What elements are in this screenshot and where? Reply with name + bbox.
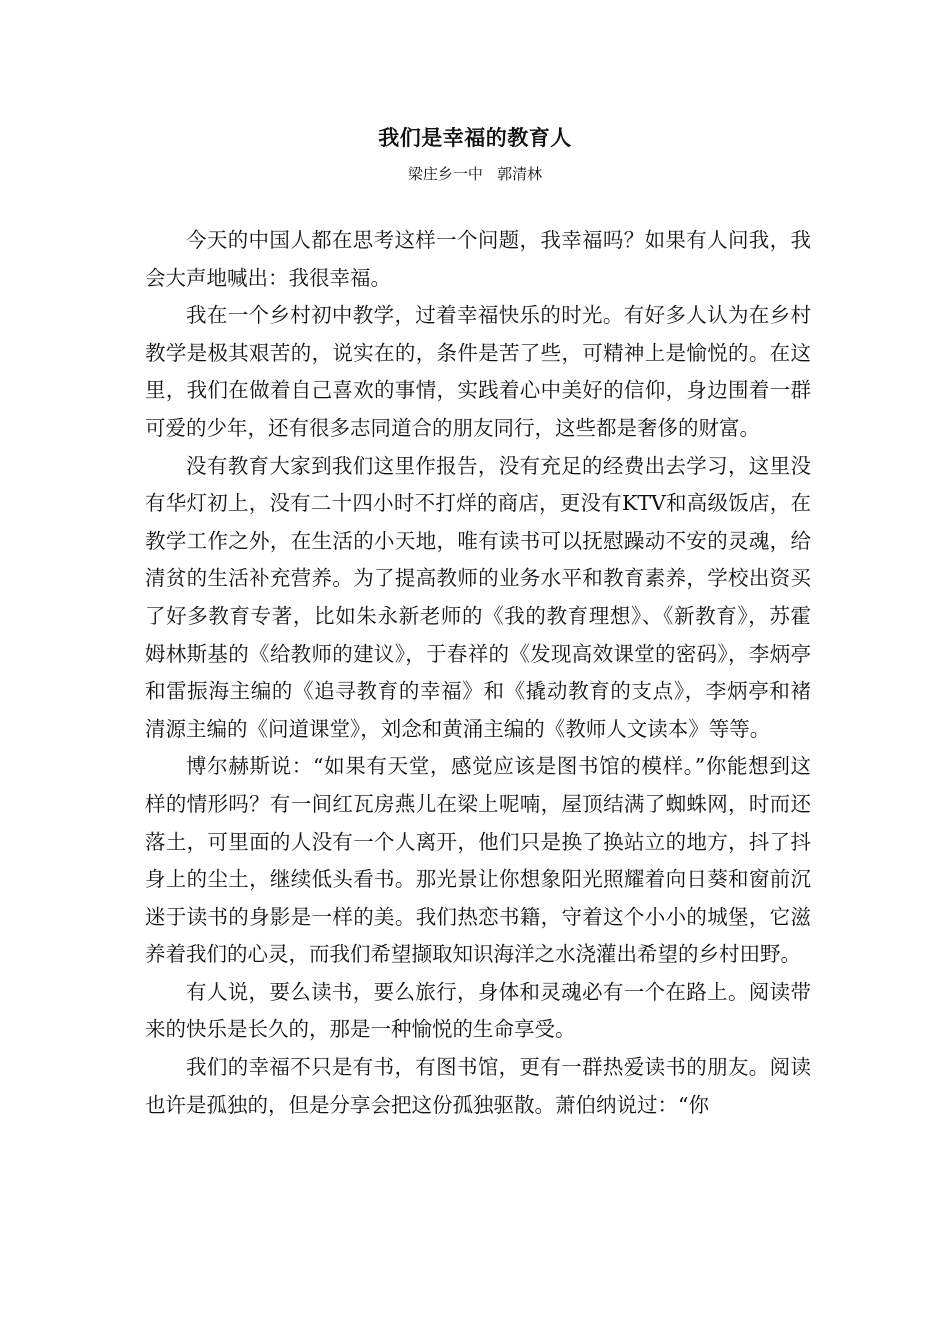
paragraph-6: 我们的幸福不只是有书，有图书馆，更有一群热爱读书的朋友。阅读也许是孤独的，但是分享会把这份孤独驱散。萧伯纳说过：“你 (145, 1055, 811, 1117)
paragraph-3: 没有教育大家到我们这里作报告，没有充足的经费出去学习，这里没有华灯初上，没有二十四小时不打烊的商店，更没有KTV和高级饭店，在教学工作之外，在生活的小天地，唯有读书可以抚慰躁动不安的灵魂，给清贫的生活补充营养。为了提高教师的业务水平和教育素养，学校出资买了好多教育专著，比如朱永新老师的《我的教育理想》、《新教育》，苏霍姆林斯基的《给教师的建议》，于春祥的《发现高效课堂的密码》，李炳亭和雷振海主编的《追寻教育的幸福》和《撬动教育的支点》，李炳亭和褚清源主编的《问道课堂》，刘念和黄涌主编的《教师人文读本》等等。 (145, 453, 811, 741)
document-title: 我们是幸福的教育人 (378, 125, 572, 150)
paragraph-2: 我在一个乡村初中教学，过着幸福快乐的时光。有好多人认为在乡村教学是极其艰苦的，说实在的，条件是苦了些，可精神上是愉悦的。在这里，我们在做着自己喜欢的事情，实践着心中美好的信仰，身边围着一群可爱的少年，还有很多志同道合的朋友同行，这些都是奢侈的财富。 (145, 303, 811, 440)
document-body (145, 222, 811, 1124)
paragraph-5: 有人说，要么读书，要么旅行，身体和灵魂必有一个在路上。阅读带来的快乐是长久的，那是一种愉悦的生命享受。 (145, 979, 811, 1042)
paragraph-1: 今天的中国人都在思考这样一个问题，我幸福吗？如果有人问我，我会大声地喊出：我很幸福。 (145, 228, 811, 290)
paragraph-4: 博尔赫斯说：“如果有天堂，感觉应该是图书馆的模样。”你能想到这样的情形吗？有一间红瓦房燕儿在梁上呢喃，屋顶结满了蜘蛛网，时而还落土，可里面的人没有一个人离开，他们只是换了换站立的地方，抖了抖身上的尘土，继续低头看书。那光景让你想象阳光照耀着向日葵和窗前沉迷于读书的身影是一样的美。我们热恋书籍，守着这个小小的城堡，它滋养着我们的心灵，而我们希望撷取知识海洋之水浇灌出希望的乡村田野。 (145, 754, 811, 967)
author-line: 梁庄乡一中 郭清林 (407, 165, 543, 183)
